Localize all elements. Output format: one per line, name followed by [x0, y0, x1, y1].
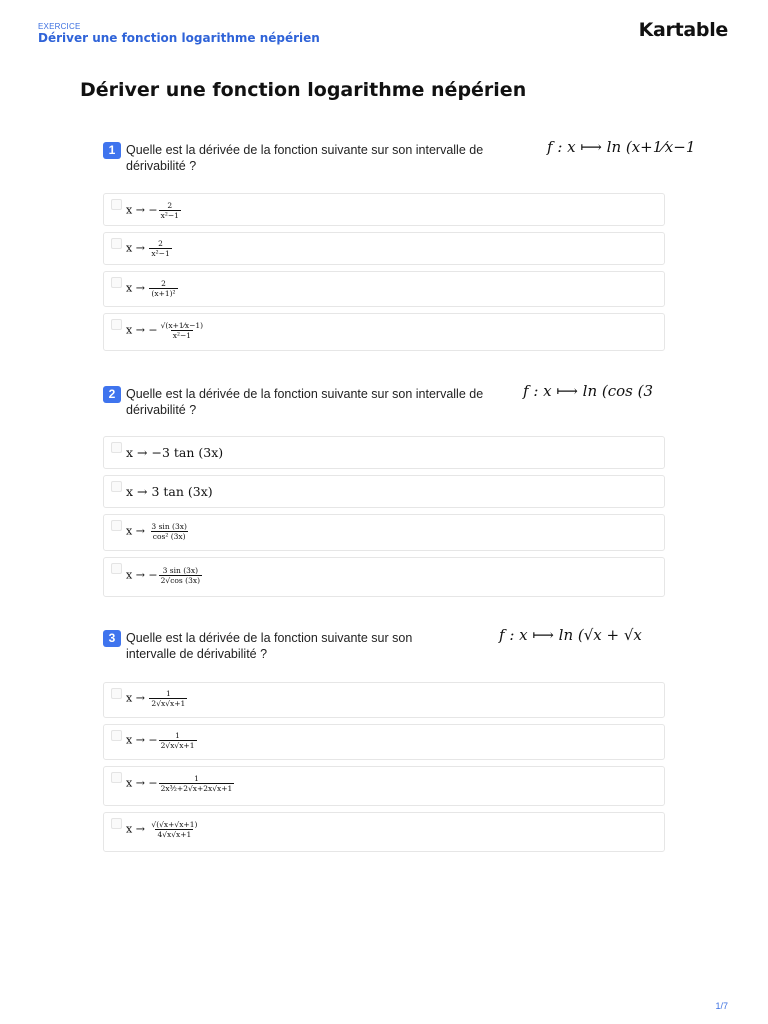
question-number: 3 [103, 630, 121, 647]
option-expression: x → 3 tan (3x) [126, 484, 213, 499]
fraction-numerator: 1 [165, 689, 171, 698]
question-formula: f : x ⟼ ln (√x + √x [499, 626, 642, 644]
fraction-denominator: 2x³⁄₂+2√x+2x√x+1 [160, 784, 233, 793]
answer-option[interactable]: x → $\frac{2}{\text{x²−1}}$ [103, 232, 665, 265]
fraction-denominator: 2√cos (3x) [160, 576, 200, 585]
option-checkbox[interactable] [111, 730, 122, 741]
brand-logo[interactable]: Kartable [638, 19, 728, 41]
fraction-numerator: 2 [167, 201, 173, 210]
option-checkbox[interactable] [111, 772, 122, 783]
question-3 [103, 626, 665, 858]
fraction-denominator: 2√x√x+1 [151, 699, 186, 708]
exercise-category: EXERCICE [38, 22, 81, 31]
answer-option[interactable]: x → − $\frac{3 \sin (3x)}{2√\cos (3x)}$ [103, 557, 665, 597]
question-2 [103, 382, 665, 603]
option-checkbox[interactable] [111, 277, 122, 288]
option-checkbox[interactable] [111, 319, 122, 330]
answer-option[interactable]: x → $\frac{1}{2√x√x+1}$ [103, 682, 665, 718]
option-checkbox[interactable] [111, 688, 122, 699]
answer-option[interactable]: x → $\frac{√(√x+√x+1)}{4√x√x+1}$ [103, 812, 665, 852]
answer-option[interactable]: x → − $\frac{1}{2√x√x+1}$ [103, 724, 665, 760]
option-checkbox[interactable] [111, 199, 122, 210]
fraction-denominator: (x+1)² [151, 289, 176, 298]
fraction-numerator: 2 [158, 239, 163, 248]
answer-option[interactable] [103, 436, 665, 469]
option-checkbox[interactable] [111, 442, 122, 453]
fraction-numerator: 2 [161, 279, 166, 288]
fraction-denominator: x²−1 [160, 211, 179, 220]
fraction-numerator: √(x+1⁄x−1) [160, 321, 204, 330]
answer-option[interactable] [103, 475, 665, 508]
fraction-denominator: 4√x√x+1 [157, 830, 192, 839]
option-checkbox[interactable] [111, 238, 122, 249]
question-1 [103, 138, 696, 357]
fraction-numerator: 3 sin (3x) [151, 522, 187, 531]
page-number: 1/7 [715, 1001, 728, 1011]
exercise-title[interactable]: Dériver une fonction logarithme népérien [38, 31, 320, 45]
answer-option[interactable]: x → $\frac{3 \sin (3x)}{\text{cos² (3x)}}$ [103, 514, 665, 551]
answer-option[interactable]: x → $\frac{2}{\text{(x+1)²}}$ [103, 271, 665, 307]
question-text: Quelle est la dérivée de la fonction suivante sur son intervalle de dérivabilité ? [126, 631, 413, 661]
question-formula: f : x ⟼ ln (x+1⁄x−1 [547, 138, 696, 156]
fraction-denominator: cos² (3x) [152, 532, 186, 541]
fraction-denominator: x²−1 [172, 331, 192, 340]
option-checkbox[interactable] [111, 481, 122, 492]
fraction-denominator: x²−1 [151, 249, 170, 258]
option-expression: x → −3 tan (3x) [126, 445, 224, 460]
fraction-numerator: 3 sin (3x) [162, 566, 199, 575]
option-checkbox[interactable] [111, 520, 122, 531]
question-text: Quelle est la dérivée de la fonction suivante sur son intervalle de dérivabilité ? [126, 387, 484, 417]
answer-option[interactable]: x → − $\frac{2}{\text{x²−1}}$ [103, 193, 665, 226]
option-checkbox[interactable] [111, 818, 122, 829]
fraction-numerator: 1 [194, 774, 199, 783]
answer-option[interactable]: x → − $\frac{1}{\text{2x³⁄₂+2√x+2x√x+1}}$ [103, 766, 665, 806]
fraction-denominator: 2√x√x+1 [160, 741, 195, 750]
fraction-numerator: √(√x+√x+1) [151, 820, 198, 829]
answer-option[interactable]: x → − $\frac{√(x+1⁄x-1)}{\text{x²−1}}$ [103, 313, 665, 351]
page-title: Dériver une fonction logarithme népérien [80, 79, 527, 101]
question-number: 1 [103, 142, 121, 159]
question-number: 2 [103, 386, 121, 403]
option-checkbox[interactable] [111, 563, 122, 574]
fraction-numerator: 1 [175, 731, 180, 740]
question-text: Quelle est la dérivée de la fonction suivante sur son intervalle de dérivabilité ? [126, 143, 484, 173]
question-formula: f : x ⟼ ln (cos (3 [523, 382, 654, 400]
